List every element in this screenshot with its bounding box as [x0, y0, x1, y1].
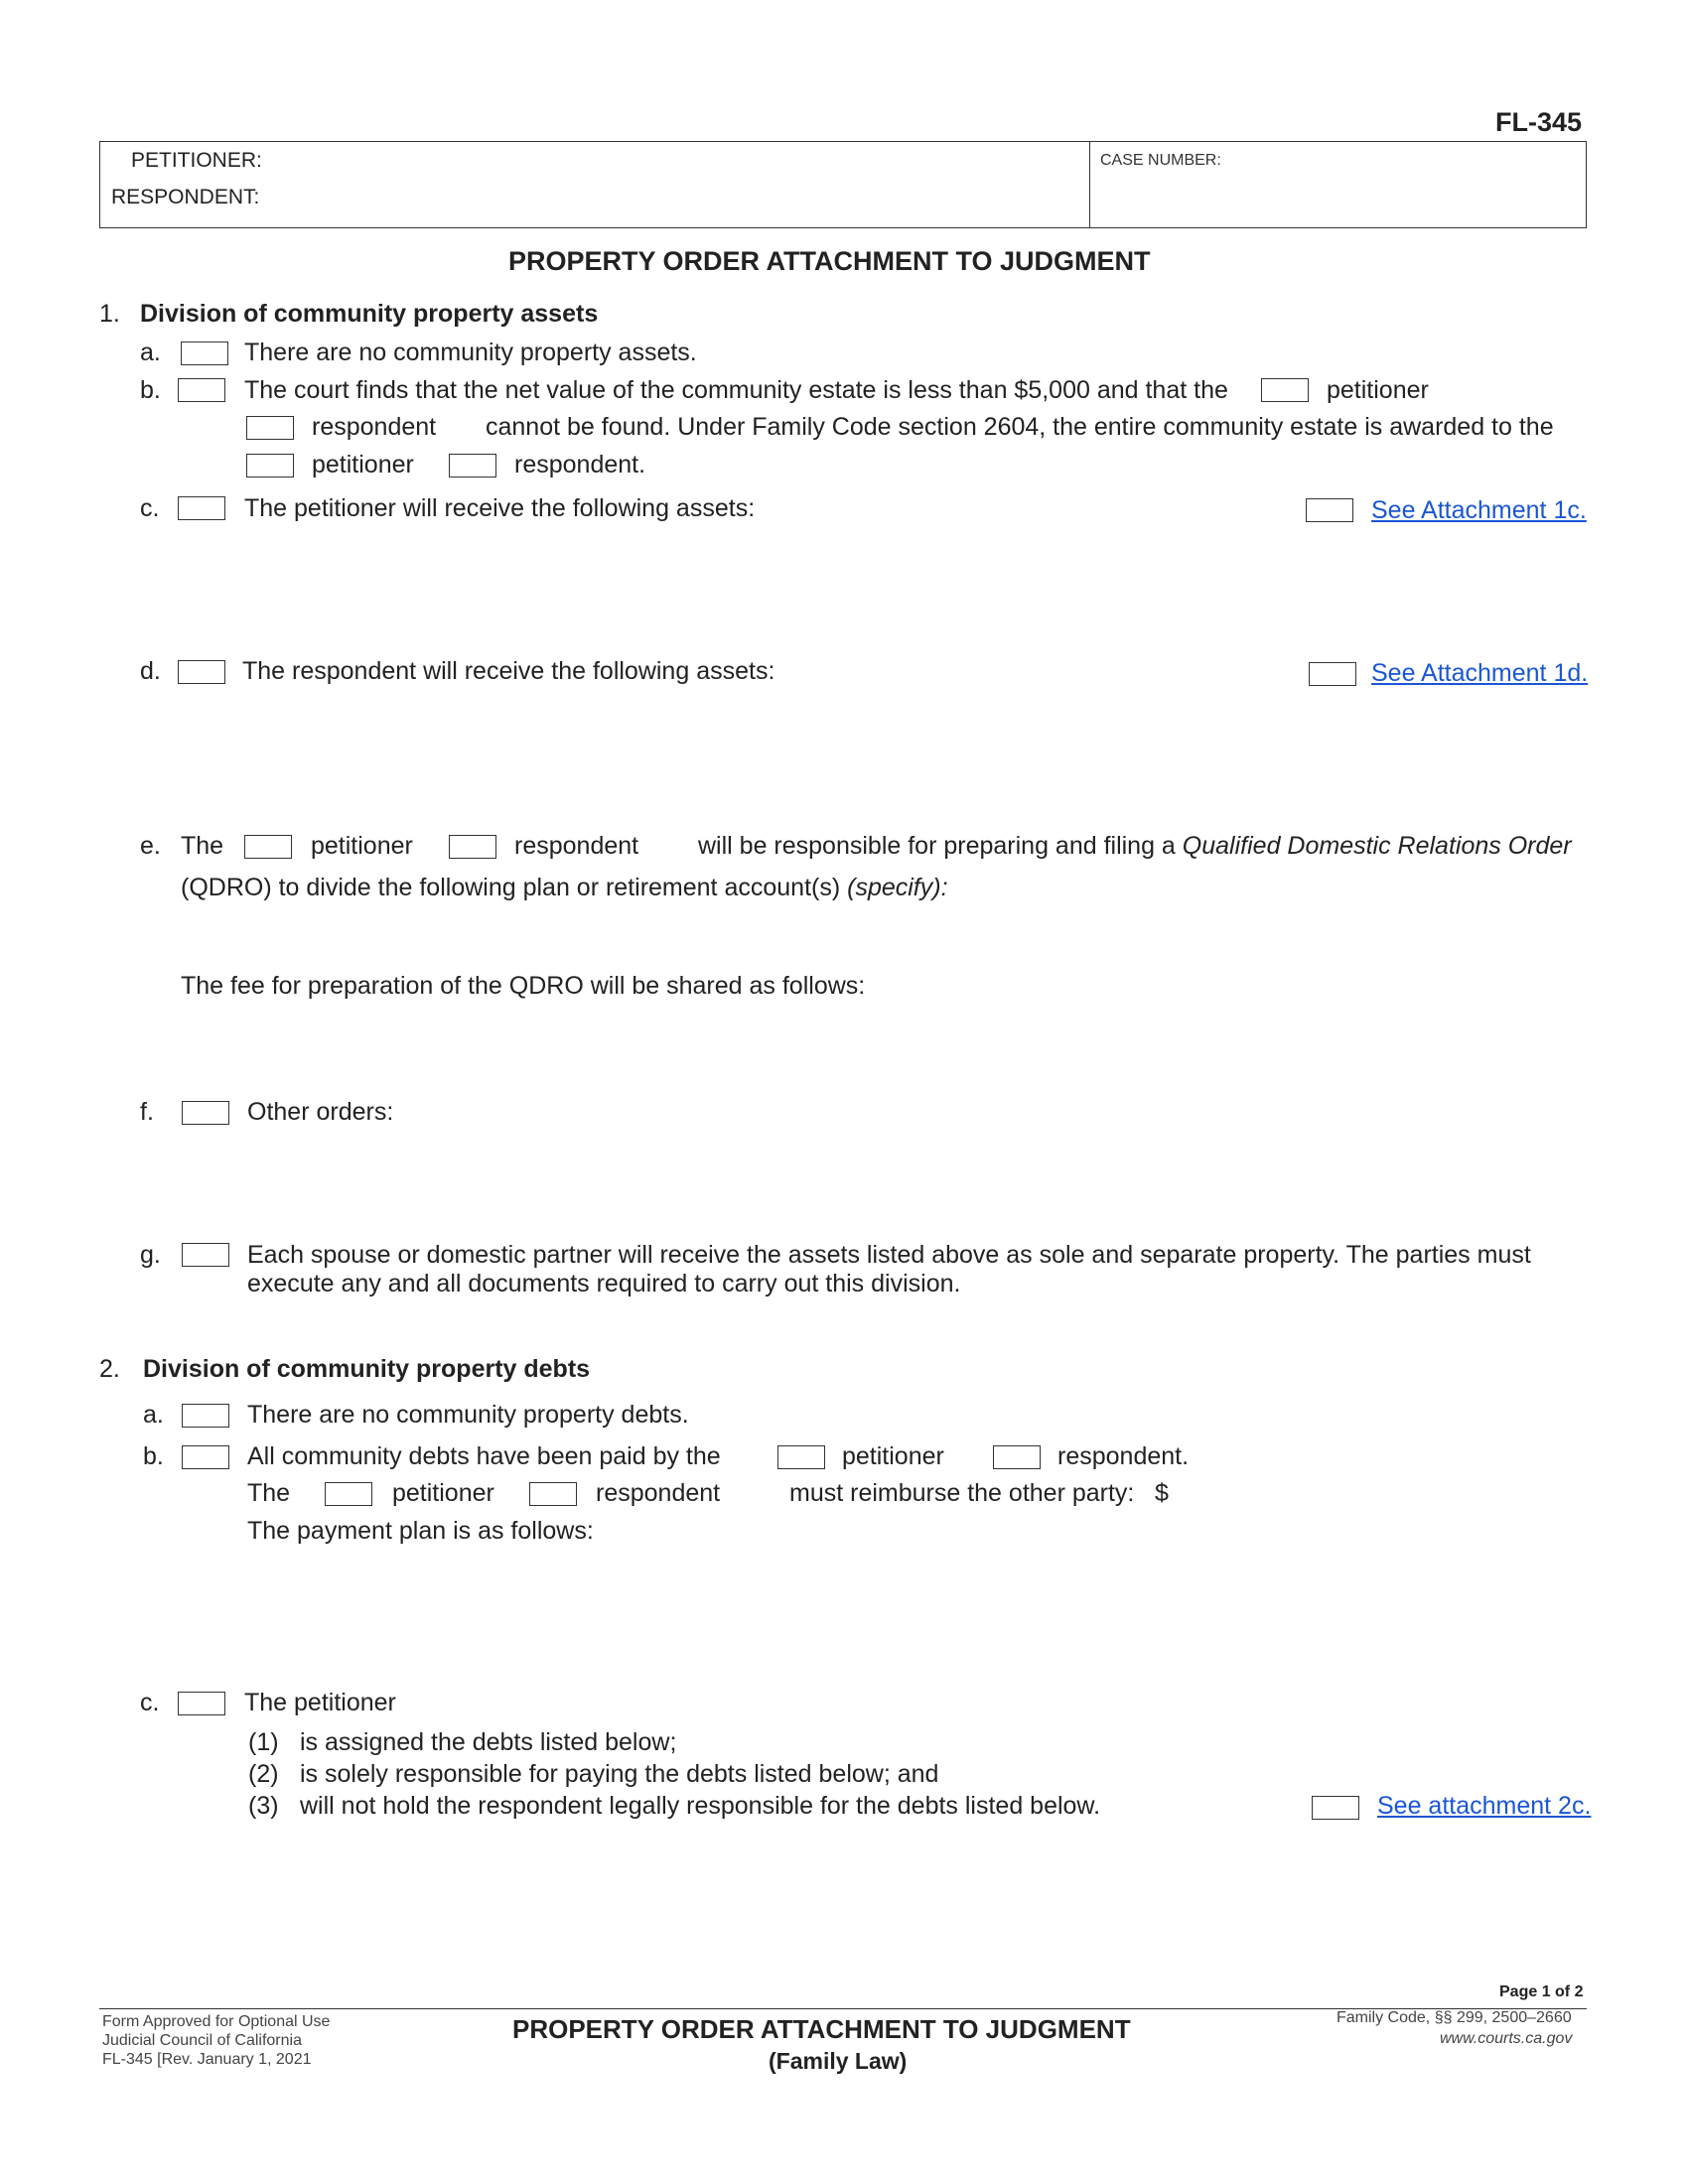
footer-council: Judicial Council of California [102, 2032, 302, 2049]
item-2b-reimburse-petitioner-label: petitioner [392, 1479, 494, 1507]
checkbox-1e-petitioner[interactable] [244, 835, 292, 859]
item-2b-reimburse-text: must reimburse the other party: [789, 1479, 1135, 1507]
item-2c-sub3-text: will not hold the respondent legally responsible for the debts listed below. [300, 1792, 1101, 1820]
item-2b-dollar: $ [1155, 1479, 1169, 1507]
item-1b-text1: The court finds that the net value of the community estate is less than $5,000 and that the [244, 376, 1228, 404]
item-2a-letter: a. [143, 1401, 164, 1429]
item-1e-text1 [698, 832, 1572, 861]
checkbox-1c[interactable] [178, 496, 225, 520]
item-2c-sub3-num: (3) [248, 1792, 279, 1820]
item-1d-letter: d. [140, 657, 161, 685]
item-1e-the: The [181, 832, 224, 860]
item-2c-sub2-num: (2) [248, 1760, 279, 1788]
checkbox-1a[interactable] [181, 341, 228, 365]
section1-heading: Division of community property assets [140, 300, 599, 328]
item-1a-text: There are no community property assets. [244, 339, 697, 366]
item-1e-text1-italic: Qualified Domestic Relations Order [1182, 832, 1572, 860]
item-1g-letter: g. [140, 1241, 161, 1269]
item-1c-letter: c. [140, 494, 160, 522]
petitioner-label: PETITIONER: [131, 149, 262, 172]
item-2a-text: There are no community property debts. [247, 1401, 689, 1429]
checkbox-2a[interactable] [182, 1404, 229, 1428]
item-1b-award-respondent-label: respondent. [514, 451, 646, 478]
item-2b-letter: b. [143, 1442, 164, 1470]
checkbox-1b-respondent[interactable] [246, 416, 294, 440]
footer-approved: Form Approved for Optional Use [102, 2013, 331, 2030]
item-1b-award-petitioner-label: petitioner [312, 451, 414, 478]
item-1e-fee-text: The fee for preparation of the QDRO will be shared as follows: [181, 972, 866, 1000]
checkbox-1b-award-petitioner[interactable] [246, 454, 294, 478]
checkbox-1b[interactable] [178, 378, 225, 402]
item-1c-text: The petitioner will receive the following assets: [244, 494, 756, 522]
footer-website: www.courts.ca.gov [1440, 2030, 1573, 2047]
checkbox-2b-paid-petitioner[interactable] [777, 1445, 825, 1469]
checkbox-2b-reimburse-respondent[interactable] [529, 1482, 577, 1506]
item-2b-reimburse-respondent-label: respondent [596, 1479, 721, 1507]
item-1e-text2-italic: (specify): [847, 874, 948, 901]
item-1b-letter: b. [140, 376, 161, 404]
checkbox-1f[interactable] [182, 1101, 229, 1125]
item-1b-respondent-label: respondent [312, 413, 437, 441]
item-2b-paid-petitioner-label: petitioner [842, 1442, 944, 1470]
item-1e-respondent-label: respondent [514, 832, 639, 860]
page-title: PROPERTY ORDER ATTACHMENT TO JUDGMENT [508, 246, 1151, 276]
item-1f-text: Other orders: [247, 1098, 394, 1126]
item-1a-letter: a. [140, 339, 161, 366]
item-2b-plan-text: The payment plan is as follows: [247, 1517, 594, 1545]
section2-heading: Division of community property debts [143, 1355, 591, 1383]
checkbox-2b[interactable] [182, 1445, 229, 1469]
item-1d-text: The respondent will receive the following assets: [242, 657, 775, 685]
page-number: Page 1 of 2 [1499, 1983, 1584, 2000]
section2-number: 2. [99, 1355, 120, 1383]
caption-box [99, 141, 1587, 228]
checkbox-1b-petitioner[interactable] [1261, 378, 1309, 402]
checkbox-1e-respondent[interactable] [449, 835, 496, 859]
item-1b-petitioner-label: petitioner [1327, 376, 1429, 404]
attachment-1d-link[interactable]: See Attachment 1d. [1371, 659, 1589, 687]
item-1e-text2 [181, 874, 948, 902]
item-1g-line1: Each spouse or domestic partner will receive the assets listed above as sole and separate property. The parties must [247, 1241, 1531, 1269]
checkbox-1d[interactable] [178, 660, 225, 684]
item-2b-the: The [247, 1479, 291, 1507]
case-number-label: CASE NUMBER: [1100, 152, 1221, 169]
item-1f-letter: f. [140, 1098, 154, 1126]
footer-subtitle: (Family Law) [769, 2048, 908, 2074]
item-2c-sub2-text: is solely responsible for paying the debts listed below; and [300, 1760, 939, 1788]
checkbox-2b-reimburse-petitioner[interactable] [325, 1482, 372, 1506]
checkbox-attachment-2c[interactable] [1312, 1796, 1359, 1820]
checkbox-attachment-1d[interactable] [1309, 662, 1356, 686]
item-1g-line2: execute any and all documents required to carry out this division. [247, 1270, 961, 1297]
item-1e-petitioner-label: petitioner [311, 832, 413, 860]
footer-title: PROPERTY ORDER ATTACHMENT TO JUDGMENT [512, 2014, 1131, 2044]
checkbox-1g[interactable] [182, 1243, 229, 1267]
item-1e-letter: e. [140, 832, 161, 860]
item-1e-text2-plain: (QDRO) to divide the following plan or retirement account(s) [181, 874, 841, 901]
footer-revision: FL-345 [Rev. January 1, 2021 [102, 2051, 312, 2068]
item-2b-text1: All community debts have been paid by the [247, 1442, 721, 1470]
form-id: FL-345 [1495, 107, 1583, 137]
item-2c-text: The petitioner [244, 1689, 396, 1716]
item-2c-sub1-text: is assigned the debts listed below; [300, 1728, 677, 1756]
checkbox-attachment-1c[interactable] [1306, 498, 1353, 522]
footer-family-code: Family Code, §§ 299, 2500–2660 [1336, 2009, 1572, 2026]
checkbox-2b-paid-respondent[interactable] [993, 1445, 1041, 1469]
checkbox-2c[interactable] [178, 1692, 225, 1715]
item-2c-sub1-num: (1) [248, 1728, 279, 1756]
checkbox-1b-award-respondent[interactable] [449, 454, 496, 478]
caption-divider [1089, 141, 1090, 228]
item-1b-text2: cannot be found. Under Family Code section 2604, the entire community estate is awarded to the [486, 413, 1554, 441]
item-2b-paid-respondent-label: respondent. [1057, 1442, 1190, 1470]
respondent-label: RESPONDENT: [111, 186, 260, 208]
item-1e-text1-plain: will be responsible for preparing and filing a [698, 832, 1176, 860]
item-2c-letter: c. [140, 1689, 160, 1716]
section1-number: 1. [99, 300, 120, 328]
attachment-1c-link[interactable]: See Attachment 1c. [1371, 496, 1587, 524]
attachment-2c-link[interactable]: See attachment 2c. [1377, 1792, 1592, 1820]
